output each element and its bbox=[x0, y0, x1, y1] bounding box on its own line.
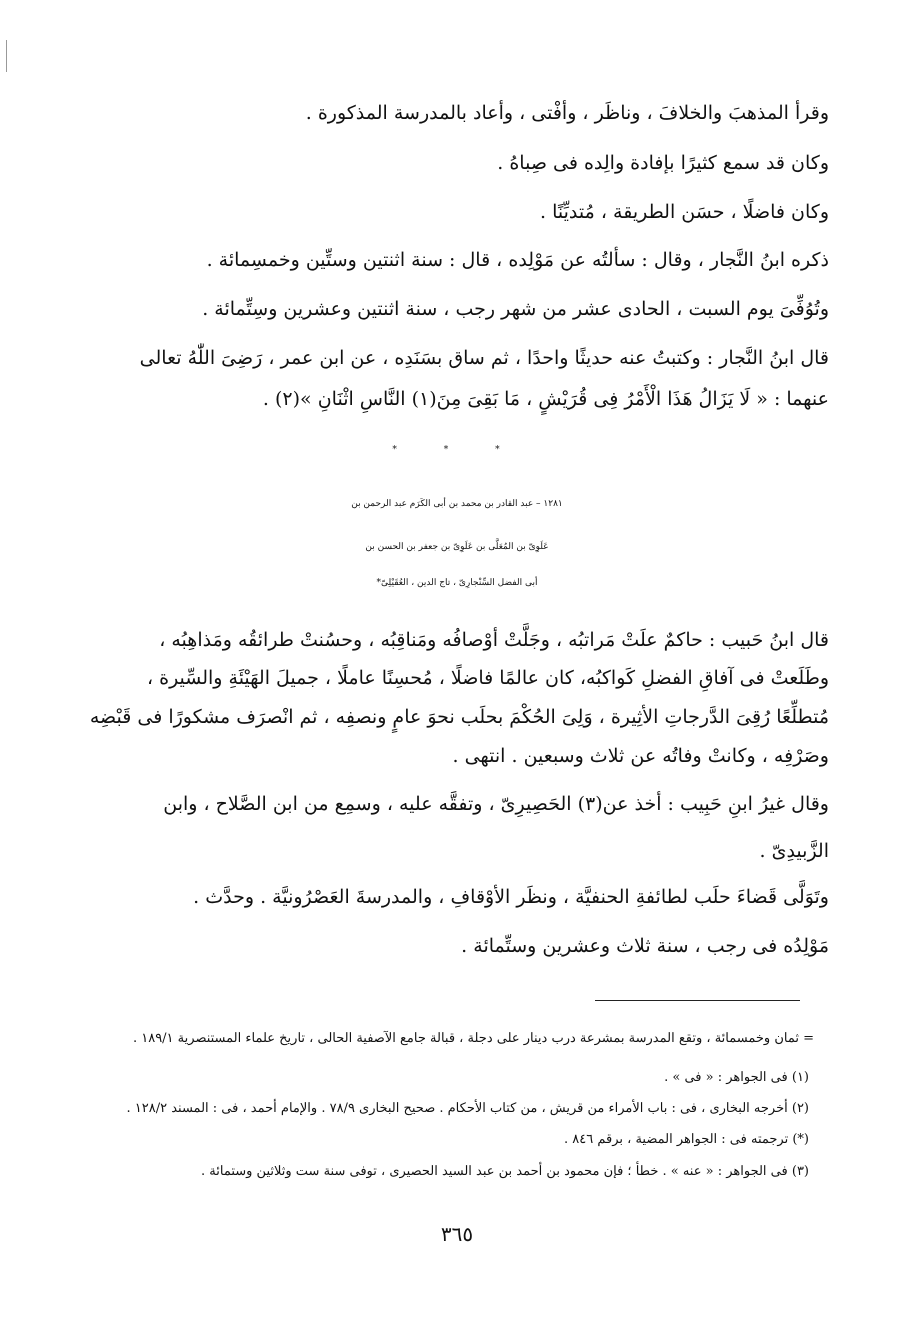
text-line: الزَّبيدِىّ . bbox=[759, 840, 829, 862]
text-line: ذكره ابنُ النَّجار ، وقال : سألتُه عن مَوْلِده ، قال : سنة اثنتين وستِّين وخمسِمائة . bbox=[206, 249, 829, 271]
text-line: قال ابنُ النَّجار : وكتبتُ عنه حديثًا واحدًا ، ثم ساق بسَنَدِه ، عن ابن عمر ، رَضِىَ اللّٰهُ تعالى bbox=[139, 347, 829, 369]
text-line: قال ابنُ حَبيب : حاكمٌ علَتْ مَراتبُه ، وجَلَّتْ أوْصافُه ومَناقِبُه ، وحسُنتْ طرائقُه ومَذاهِبُه ، bbox=[159, 629, 829, 651]
page-number: ٣٦٥ bbox=[440, 1222, 474, 1246]
section-separator: * * * bbox=[392, 445, 522, 455]
text-line: وصَرْفِه ، وكانتْ وفاتُه عن ثلاث وسبعين . انتهى . bbox=[452, 745, 829, 767]
entry-subheading: عَلَوِىّ بن المُعَلَّى بن عَلَوِىّ بن جعفر بن الحسن بن bbox=[365, 542, 549, 552]
footnote: (*) ترجمته فى : الجواهر المضية ، برقم ٨٤٦ . bbox=[563, 1132, 809, 1147]
text-line: عنهما : « لَا يَزَالُ هَذَا الْأَمْرُ فِى قُرَيْشٍ ، مَا بَقِىَ مِنَ(١) النَّاسِ اثْنَانِ »(٢) . bbox=[262, 388, 829, 410]
footnote-separator bbox=[595, 1000, 800, 1001]
text-line: مَوْلِدُه فى رجب ، سنة ثلاث وعشرين وستِّمائة . bbox=[461, 935, 829, 957]
text-line: وقال غيرُ ابنِ حَبِيب : أخذ عن(٣) الحَصِيرِىّ ، وتفقَّه عليه ، وسمِع من ابن الصَّلاح ، وابن bbox=[163, 793, 829, 815]
text-line: وقرأ المذهبَ والخلافَ ، وناظَر ، وأفْتى ، وأعاد بالمدرسة المذكورة . bbox=[305, 102, 829, 124]
footnote: (١) فى الجواهر : « فى » . bbox=[664, 1070, 809, 1085]
text-line: وكان فاضلًا ، حسَن الطريقة ، مُتديِّنًا . bbox=[540, 201, 829, 223]
footnote: = ثمان وخمسمائة ، وتقع المدرسة بمشرعة درب دينار على دجلة ، قبالة جامع الآصفية الحالى ، تاريخ علماء المستنصرية ١٨٩/١ . bbox=[132, 1031, 814, 1046]
entry-subheading: أبى الفضل السِّنْجارِىّ ، تاج الدين ، العُقَيْلِىّ* bbox=[376, 578, 538, 588]
text-line: وتُوُفِّىَ يوم السبت ، الحادى عشر من شهر رجب ، سنة اثنتين وعشرين وسِتِّمائة . bbox=[202, 298, 829, 320]
text-line: وتَوَلَّى قَضاءَ حلَب لطائفةِ الحنفيَّة ، ونظَر الأوْقافِ ، والمدرسةَ العَصْرُونيَّة . وحدَّث . bbox=[193, 886, 829, 908]
entry-heading: ١٢٨١ – عبد القادر بن محمد بن أبى الكَرَم عبد الرحمن بن bbox=[351, 499, 563, 509]
text-line: مُتطلِّعًا رُقِىَ الدَّرجاتِ الأثِيرة ، وَلِىَ الحُكْمَ بحلَب نحوَ عامٍ ونصفِه ، ثم انْصرَف مشكورًا فى قَبْضِه bbox=[89, 706, 829, 728]
footnote: (٣) فى الجواهر : « عنه » . خطأ ؛ فإن محمود بن أحمد بن عبد السيد الحصيرى ، توفى سنة ست وثلاثين وستمائة . bbox=[201, 1164, 809, 1179]
text-line: وكان قد سمع كثيرًا بإفادة والِده فى صِباهُ . bbox=[497, 152, 829, 174]
footnote: (٢) أخرجه البخارى ، فى : باب الأمراء من قريش ، من كتاب الأحكام . صحيح البخارى ٧٨/٩ . والإمام أحمد ، فى : المسند ١٢٨/٢ . bbox=[126, 1101, 809, 1116]
text-line: وطَلَعتْ فى آفاقِ الفضلِ كَواكبُه، كان عالمًا فاضلًا ، مُحسِنًا عاملًا ، جميلَ الهَيْئَةِ والسِّيرة ، bbox=[146, 667, 829, 689]
